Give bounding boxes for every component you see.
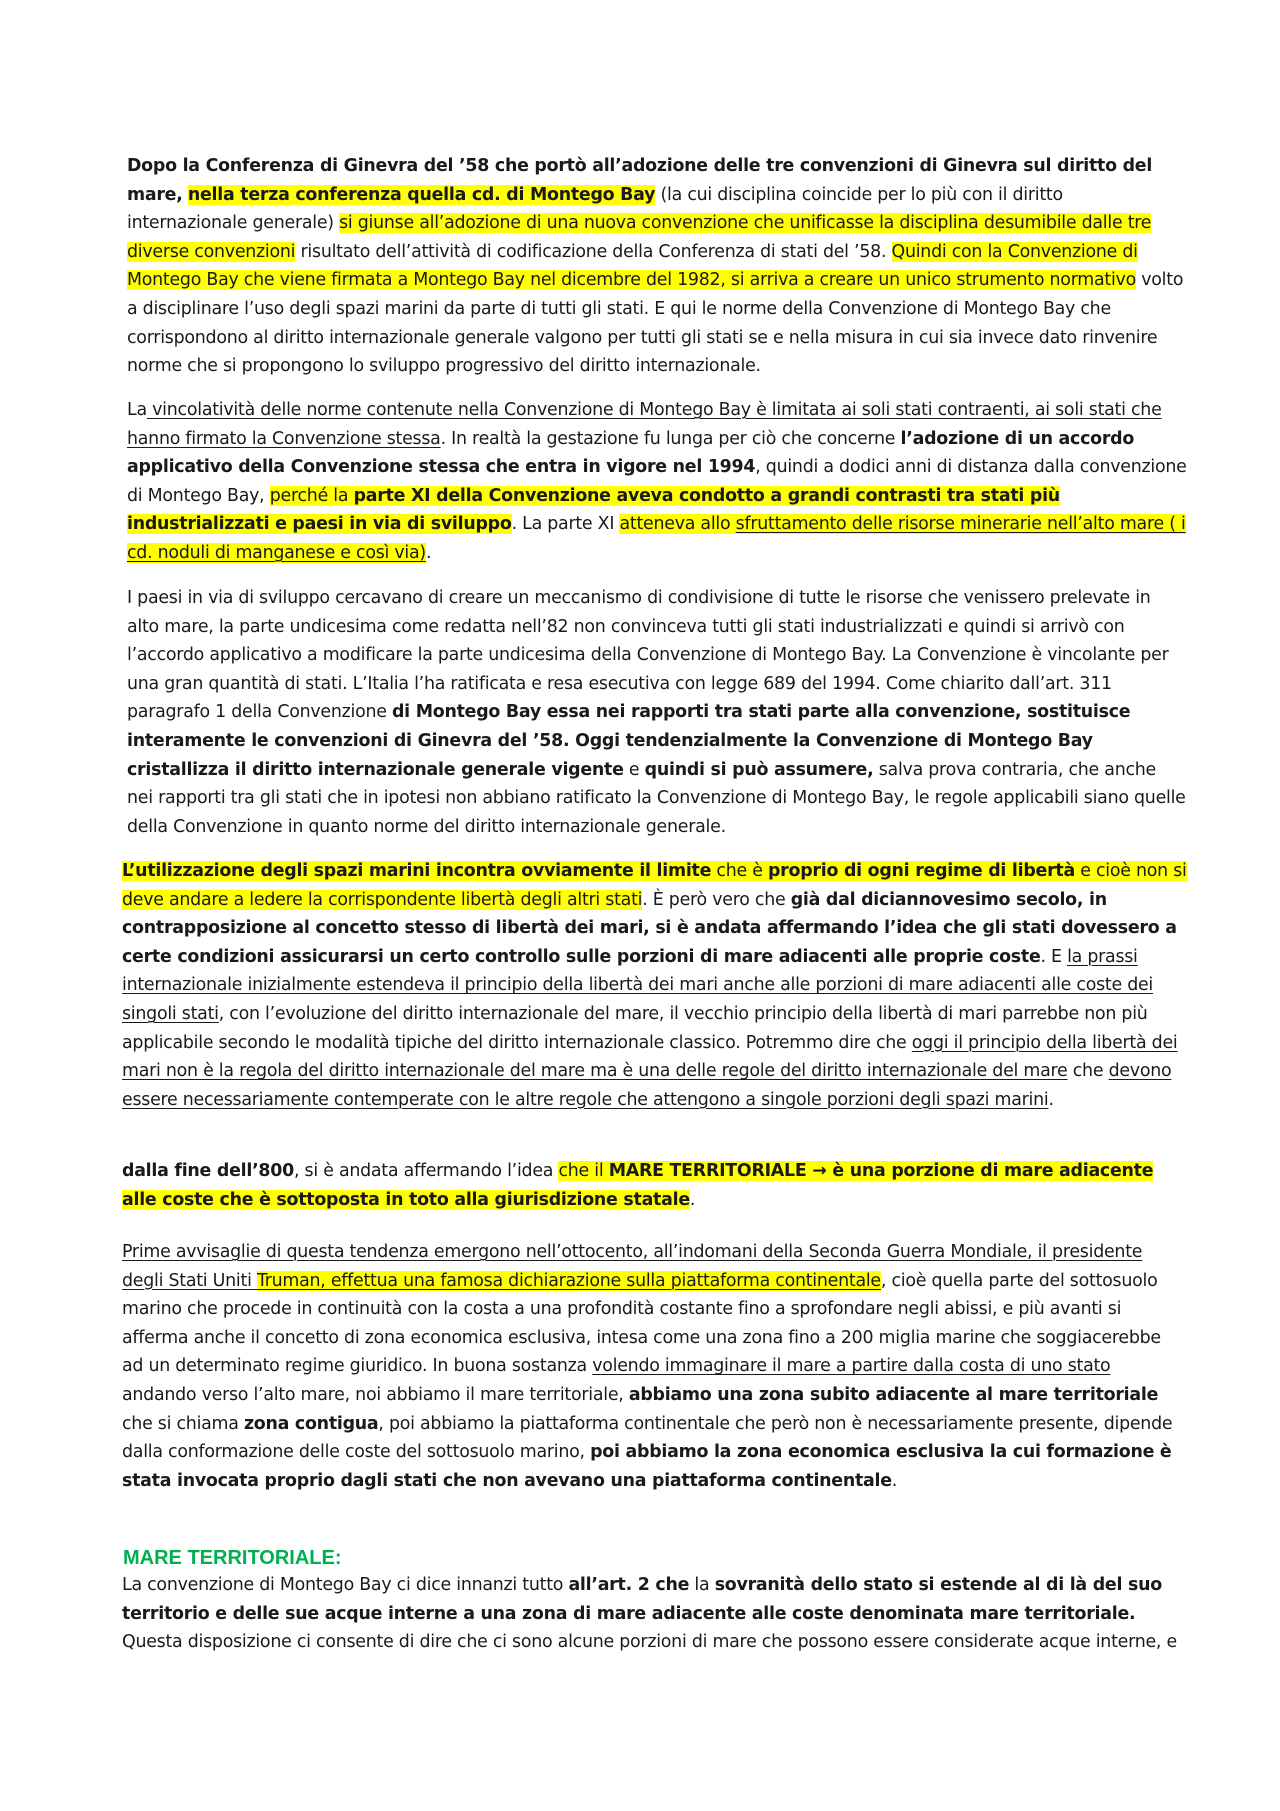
p6-underline-first-signs: Prime avvisaglie di questa tendenza emergono nell’ottocento, all’indomani della Seconda Guerra Mondiale, il presidente degli Stati Uniti <box>122 1242 1143 1291</box>
p1-highlight-montego-bay: nella terza conferenza quella cd. di Montego Bay <box>187 184 656 205</box>
p2-highlight-because: perché la <box>269 485 354 506</box>
p1-text: volto a disciplinare l’uso degli spazi marini da parte di tutti gli stati. E qui le norme della Convenzione di Montego Bay che corrispondono al diritto internazionale generale valgono per tutti gli stati se e nella misura in cui sia invece dato rinvenire norme che si propongono lo sviluppo progressivo del diritto internazionale. <box>127 270 1184 377</box>
p2-text: La <box>127 400 147 420</box>
p4-text: , con l’evoluzione del diritto internazionale del mare, il vecchio principio della libertà di mari parrebbe non più applicabile secondo le modalità tipiche del diritto internazionale classico. Potremmo dire che <box>122 1003 1148 1053</box>
p1-text: risultato dell’attività di codificazione della Conferenza di stati del ’58. <box>295 241 892 262</box>
p4-bold-nineteenth-century: già dal diciannovesimo secolo, in contrapposizione al concetto stesso di libertà dei mari, si è andata affermando l’idea che gli stati dovessero a certe condizioni assicurarsi un certo controllo sulle porzioni di mare adiacenti alle proprie coste <box>122 889 1177 967</box>
p5-highlight-that: che il <box>558 1161 609 1181</box>
p4-text: che <box>1067 1061 1109 1082</box>
paragraph-3 <box>127 584 1187 841</box>
p7-text: la <box>689 1575 715 1595</box>
p4-highlight-freedom: proprio di ogni regime di libertà <box>767 861 1075 881</box>
p3-bold-replaces: di Montego Bay essa nei rapporti tra stati parte alla convenzione, sostituisce interamente le convenzioni di Ginevra del ’58. Oggi tendenzialmente la Convenzione di Montego Bay cristallizza il diritto internazionale generale vigente <box>127 702 1131 780</box>
p6-bold-eez: poi abbiamo la zona economica esclusiva la cui formazione è stata invocata proprio dagli stati che non avevano una piattaforma continentale <box>122 1442 1172 1491</box>
p4-highlight-text: che è <box>711 861 768 881</box>
p6-text: andando verso l’alto mare, noi abbiamo il mare territoriale, <box>122 1384 629 1405</box>
p6-text: . <box>891 1470 898 1491</box>
p4-underline-practice: la prassi internazionale inizialmente estendeva il principio della libertà dei mari anche alle porzioni di mare adiacenti alle coste dei singoli stati <box>122 946 1154 1024</box>
section-heading-mare-territoriale: MARE TERRITORIALE: <box>123 1547 342 1569</box>
p2-highlight-resources: sfruttamento delle risorse minerarie nell’alto mare ( i cd. noduli di manganese e così via) <box>127 514 1186 563</box>
p3-text: e <box>623 759 645 780</box>
paragraph-5 <box>122 1157 1187 1214</box>
paragraph-7 <box>122 1571 1187 1657</box>
p5-text: . <box>689 1189 696 1210</box>
p4-underline-principle: oggi il principio della libertà dei mari non è la regola del diritto internazionale del mare ma è una delle regole del diritto internazionale del mare <box>122 1032 1178 1082</box>
paragraph-2 <box>127 396 1187 568</box>
p6-underline-imagine: volendo immaginare il mare a partire dalla costa di uno stato <box>592 1356 1111 1377</box>
paragraph-6 <box>122 1238 1187 1495</box>
p2-text: , quindi a dodici anni di distanza dalla convenzione di Montego Bay, <box>127 457 1187 506</box>
p6-text: che si chiama <box>122 1413 244 1434</box>
p6-highlight-truman: Truman, effettua una famosa dichiarazione sulla piattaforma continentale <box>256 1270 881 1291</box>
p4-text: . È però vero che <box>642 889 791 910</box>
p7-text: Questa disposizione ci consente di dire che ci sono alcune porzioni di mare che possono essere considerate acque interne, e <box>122 1632 1177 1653</box>
p2-underline-binding: vincolatività delle norme contenute nella Convenzione di Montego Bay è limitata ai soli stati contraenti, ai soli stati che hanno firmato la Convenzione stessa <box>127 400 1162 449</box>
p2-highlight-part-xi: parte XI della Convenzione aveva condotto a grandi contrasti tra stati più industrializzati e paesi in via di sviluppo <box>127 485 1060 535</box>
paragraph-1 <box>127 152 1187 381</box>
p2-text: . In realtà la gestazione fu lunga per ciò che concerne <box>440 428 901 449</box>
p5-bold-800: dalla fine dell’800 <box>122 1161 294 1181</box>
p5-text: , si è andata affermando l’idea <box>293 1161 559 1181</box>
p1-bold-intro: Dopo la Conferenza di Ginevra del ’58 che portò all’adozione delle tre convenzioni di Ginevra sul diritto del mare, <box>127 156 1153 205</box>
p5-highlight-definition: → è una porzione di mare adiacente alle coste che è sottoposta in toto alla giurisdizione statale <box>122 1161 1154 1210</box>
p6-bold-adjacent-zone: abbiamo una zona subito adiacente al mare territoriale <box>628 1384 1159 1405</box>
p2-bold-agreement: l’adozione di un accordo applicativo della Convenzione stessa che entra in vigore nel 1994 <box>127 428 1135 478</box>
p2-text: . La parte XI <box>511 514 620 535</box>
p6-bold-contiguous-zone: zona contigua <box>243 1413 379 1434</box>
p4-highlight-other-states: e cioè non si deve andare a ledere la corrispondente libertà degli altri stati <box>122 861 1187 910</box>
p1-highlight-new-convention: si giunse all’adozione di una nuova convenzione che unificasse la disciplina desumibile dalle tre diverse convenzioni <box>127 213 1152 262</box>
paragraph-4 <box>122 857 1187 1114</box>
p6-text: , cioè quella parte del sottosuolo marino che procede in continuità con la costa a una profondità costante fino a sprofondare negli abissi, e più avanti si afferma anche il concetto di zona economica esclusiva, intesa come una zona fino a 200 miglia marine che soggiacerebbe ad un determinato regime giuridico. In buona sostanza <box>122 1270 1161 1377</box>
p2-text: . <box>425 542 432 563</box>
p4-text: . <box>1048 1089 1054 1110</box>
p4-highlight-limit: L’utilizzazione degli spazi marini incontra ovviamente il limite <box>122 861 712 881</box>
p7-bold-sovereignty: sovranità dello stato si estende al di là del suo territorio e delle sue acque interne a una zona di mare adiacente alle coste denominata mare territoriale. <box>122 1575 1162 1624</box>
p7-bold-art2: all’art. 2 che <box>568 1575 690 1595</box>
p4-underline-rules: devono essere necessariamente contemperate con le altre regole che attengono a singole porzioni degli spazi marini <box>122 1061 1172 1110</box>
p7-text: La convenzione di Montego Bay ci dice innanzi tutto <box>122 1575 569 1595</box>
p6-text: , poi abbiamo la piattaforma continentale che però non è necessariamente presente, dipende dalla conformazione delle coste del sottosuolo marino, <box>122 1413 1173 1463</box>
p1-text: (la cui disciplina coincide per lo più con il diritto internazionale generale) <box>127 184 1063 234</box>
p5-highlight-mare-territoriale: MARE TERRITORIALE <box>608 1161 807 1181</box>
p1-highlight-1982: Quindi con la Convenzione di Montego Bay che viene firmata a Montego Bay nel dicembre del 1982, si arriva a creare un unico strumento normativo <box>127 241 1138 291</box>
p4-text: . E <box>1040 946 1068 967</box>
p2-highlight-pertained: atteneva allo <box>619 514 736 535</box>
p3-bold-assume: quindi si può assumere, <box>644 759 874 780</box>
p3-text: salva prova contraria, che anche nei rapporti tra gli stati che in ipotesi non abbiano ratificato la Convenzione di Montego Bay, le regole applicabili siano quelle della Convenzione in quanto norme del diritto internazionale generale. <box>127 759 1186 837</box>
p3-text: I paesi in via di sviluppo cercavano di creare un meccanismo di condivisione di tutte le risorse che venissero prelevate in alto mare, la parte undicesima come redatta nell’82 non convinceva tutti gli stati industrializzati e quindi si arrivò con l’accordo applicativo a modificare la parte undicesima della Convenzione di Montego Bay. La Convenzione è vincolante per una gran quantità di stati. L’Italia l’ha ratificata e resa esecutiva con legge 689 del 1994. Come chiarito dall’art. 311 paragrafo 1 della Convenzione <box>127 588 1169 723</box>
